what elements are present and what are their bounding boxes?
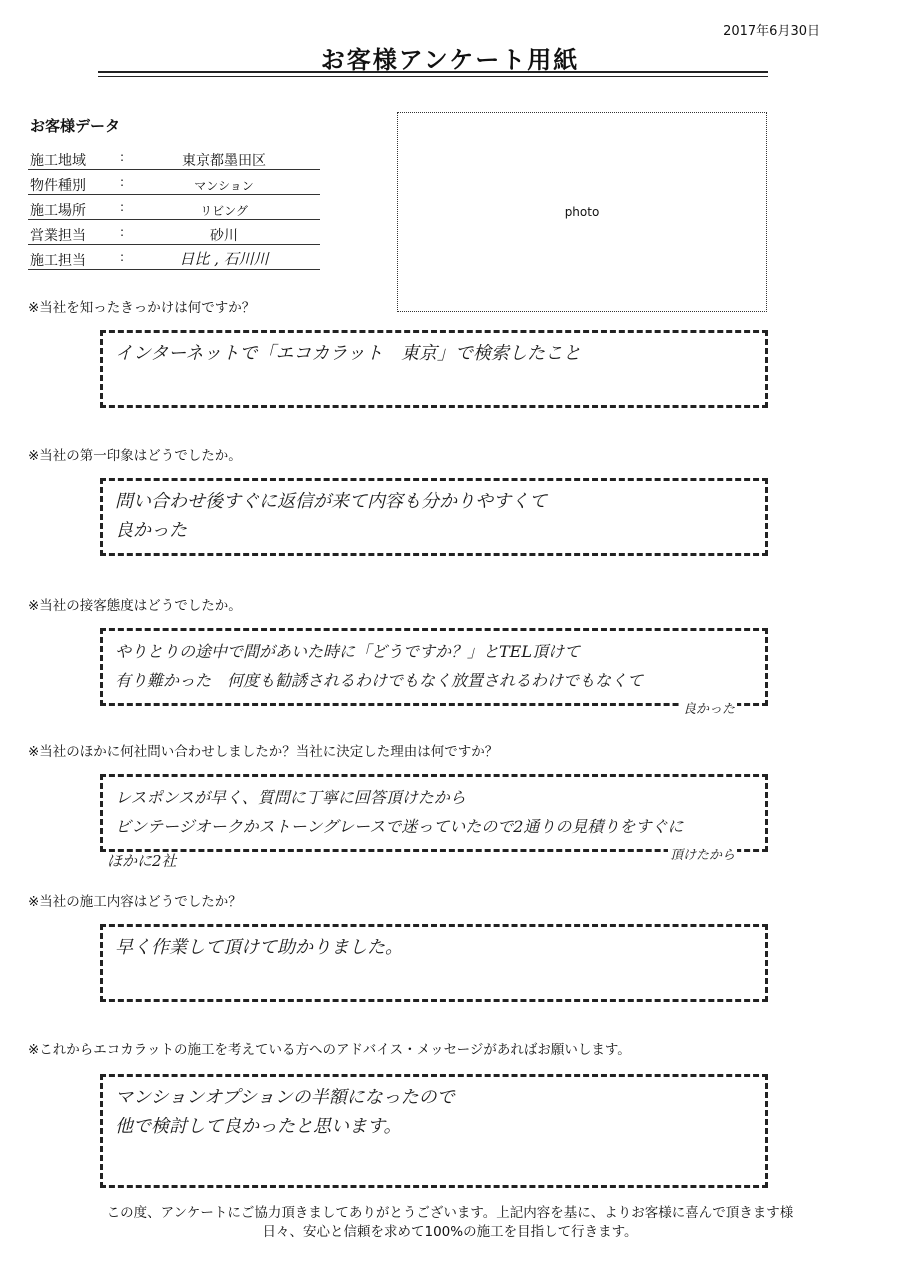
customer-label: 施工場所 xyxy=(30,203,86,219)
answer-line: 他で検討して良かったと思います。 xyxy=(115,1116,402,1137)
customer-row-installer xyxy=(28,248,320,270)
answer-box-5 xyxy=(100,924,768,1002)
answer-line: 問い合わせ後すぐに返信が来て内容も分かりやすくて xyxy=(115,491,547,512)
footer-line-1: この度、アンケートにご協力頂きましてありがとうございます。上記内容を基に、よりお客様に喜んで頂きます様 xyxy=(106,1205,794,1221)
question-4: ※当社のほかに何社問い合わせしましたか？当社に決定した理由は何ですか？ xyxy=(28,744,499,760)
answer-note: 頂けたから xyxy=(669,848,735,863)
customer-colon: : xyxy=(120,225,125,239)
question-1: ※当社を知ったきっかけは何ですか？ xyxy=(28,300,256,316)
title-underline-thin xyxy=(98,76,768,77)
question-5: ※当社の施工内容はどうでしたか？ xyxy=(28,894,242,910)
photo-label: photo xyxy=(564,205,600,219)
footer-message xyxy=(0,1204,900,1242)
answer-line: 良かった xyxy=(115,520,187,541)
question-3: ※当社の接客態度はどうでしたか。 xyxy=(28,598,242,614)
answer-tail: ほかに2社 xyxy=(107,852,177,870)
customer-value-handwritten: 日比 , 石川川 xyxy=(179,250,269,268)
customer-colon: : xyxy=(120,200,125,214)
survey-date: 2017年6月30日 xyxy=(723,24,820,39)
answer-box-3 xyxy=(100,628,768,717)
answer-box-6 xyxy=(100,1074,768,1188)
customer-value: 砂川 xyxy=(210,228,238,244)
customer-data-heading: お客様データ xyxy=(30,117,121,135)
customer-row-area xyxy=(28,148,320,170)
customer-colon: : xyxy=(120,175,125,189)
customer-value: マンション xyxy=(194,179,254,193)
customer-value: リビング xyxy=(200,204,248,218)
answer-line: レスポンスが早く、質問に丁寧に回答頂けたから xyxy=(115,788,466,807)
question-2: ※当社の第一印象はどうでしたか。 xyxy=(28,448,242,464)
customer-label: 物件種別 xyxy=(30,178,86,194)
photo-placeholder xyxy=(397,112,767,312)
answer-line: インターネットで「エコカラット 東京」で検索したこと xyxy=(115,343,582,364)
answer-line: やりとりの途中で間があいた時に「どうですか？」とTEL頂けて xyxy=(115,642,580,661)
title-underline xyxy=(98,71,768,73)
customer-label: 施工担当 xyxy=(30,253,86,269)
customer-colon: : xyxy=(120,250,125,264)
customer-row-location xyxy=(28,198,320,220)
customer-row-sales xyxy=(28,223,320,245)
customer-label: 営業担当 xyxy=(30,228,86,244)
customer-colon: : xyxy=(120,150,125,164)
customer-row-property-type xyxy=(28,173,320,195)
answer-box-4 xyxy=(100,774,768,870)
footer-line-2: 日々、安心と信頼を求めて100%の施工を目指して行きます。 xyxy=(262,1224,638,1240)
answer-line: 早く作業して頂けて助かりました。 xyxy=(115,937,403,958)
answer-line: 有り難かった 何度も勧誘されるわけでもなく放置されるわけでもなくて xyxy=(115,671,644,690)
customer-data-table xyxy=(28,148,320,273)
customer-label: 施工地域 xyxy=(30,153,86,169)
answer-line: ビンテージオークかストーングレースで迷っていたので2通りの見積りをすぐに xyxy=(115,817,684,836)
customer-value: 東京都墨田区 xyxy=(182,153,266,169)
question-6: ※これからエコカラットの施工を考えている方へのアドバイス・メッセージがあればお願いします。 xyxy=(28,1042,631,1058)
answer-line: マンションオプションの半額になったので xyxy=(115,1087,455,1108)
page-title: お客様アンケート用紙 xyxy=(320,46,580,74)
answer-box-1 xyxy=(100,330,768,408)
answer-box-2 xyxy=(100,478,768,556)
answer-note: 良かった xyxy=(682,702,735,717)
